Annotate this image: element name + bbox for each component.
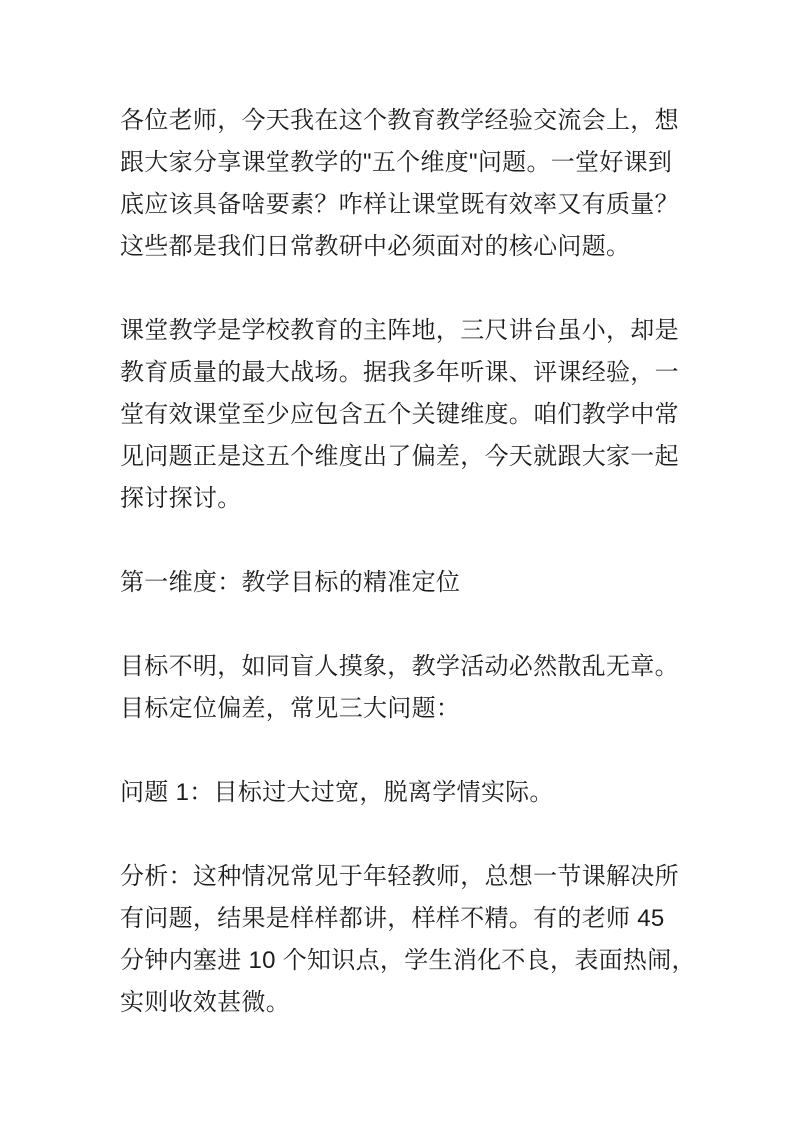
text-line: 这些都是我们日常教研中必须面对的核心问题。 [120, 233, 631, 260]
paragraph-analysis [120, 856, 737, 1024]
paragraph-goal-issues [120, 646, 737, 730]
text-line: 跟大家分享课堂教学的"五个维度"问题。一堂好课到 [120, 149, 673, 176]
text-line: 目标定位偏差，常见三大问题： [120, 695, 461, 722]
paragraph-intro [120, 100, 737, 268]
paragraph-dimension-heading [120, 562, 737, 604]
text-line: 课堂教学是学校教育的主阵地，三尺讲台虽小，却是 [120, 317, 679, 344]
text-line: 探讨探讨。 [120, 485, 242, 512]
paragraph-context [120, 310, 737, 520]
text-line: 分析：这种情况常见于年轻教师，总想一节课解决所 [120, 863, 679, 890]
text-line: 底应该具备啥要素？咋样让课堂既有效率又有质量？ [120, 191, 679, 218]
text-line: 分钟内塞进 10 个知识点，学生消化不良，表面热闹， [120, 947, 696, 974]
text-line: 堂有效课堂至少应包含五个关键维度。咱们教学中常 [120, 401, 679, 428]
text-line: 各位老师，今天我在这个教育教学经验交流会上，想 [120, 107, 679, 134]
text-line: 实则收效甚微。 [120, 989, 291, 1016]
text-line: 见问题正是这五个维度出了偏差，今天就跟大家一起 [120, 443, 679, 470]
text-line: 问题 1：目标过大过宽，脱离学情实际。 [120, 779, 554, 806]
text-line: 有问题，结果是样样都讲，样样不精。有的老师 45 [120, 905, 665, 932]
paragraph-problem-1 [120, 772, 737, 814]
heading-line: 第一维度：教学目标的精准定位 [120, 569, 461, 596]
text-line: 目标不明，如同盲人摸象，教学活动必然散乱无章。 [120, 653, 679, 680]
text-line: 教育质量的最大战场。据我多年听课、评课经验，一 [120, 359, 679, 386]
